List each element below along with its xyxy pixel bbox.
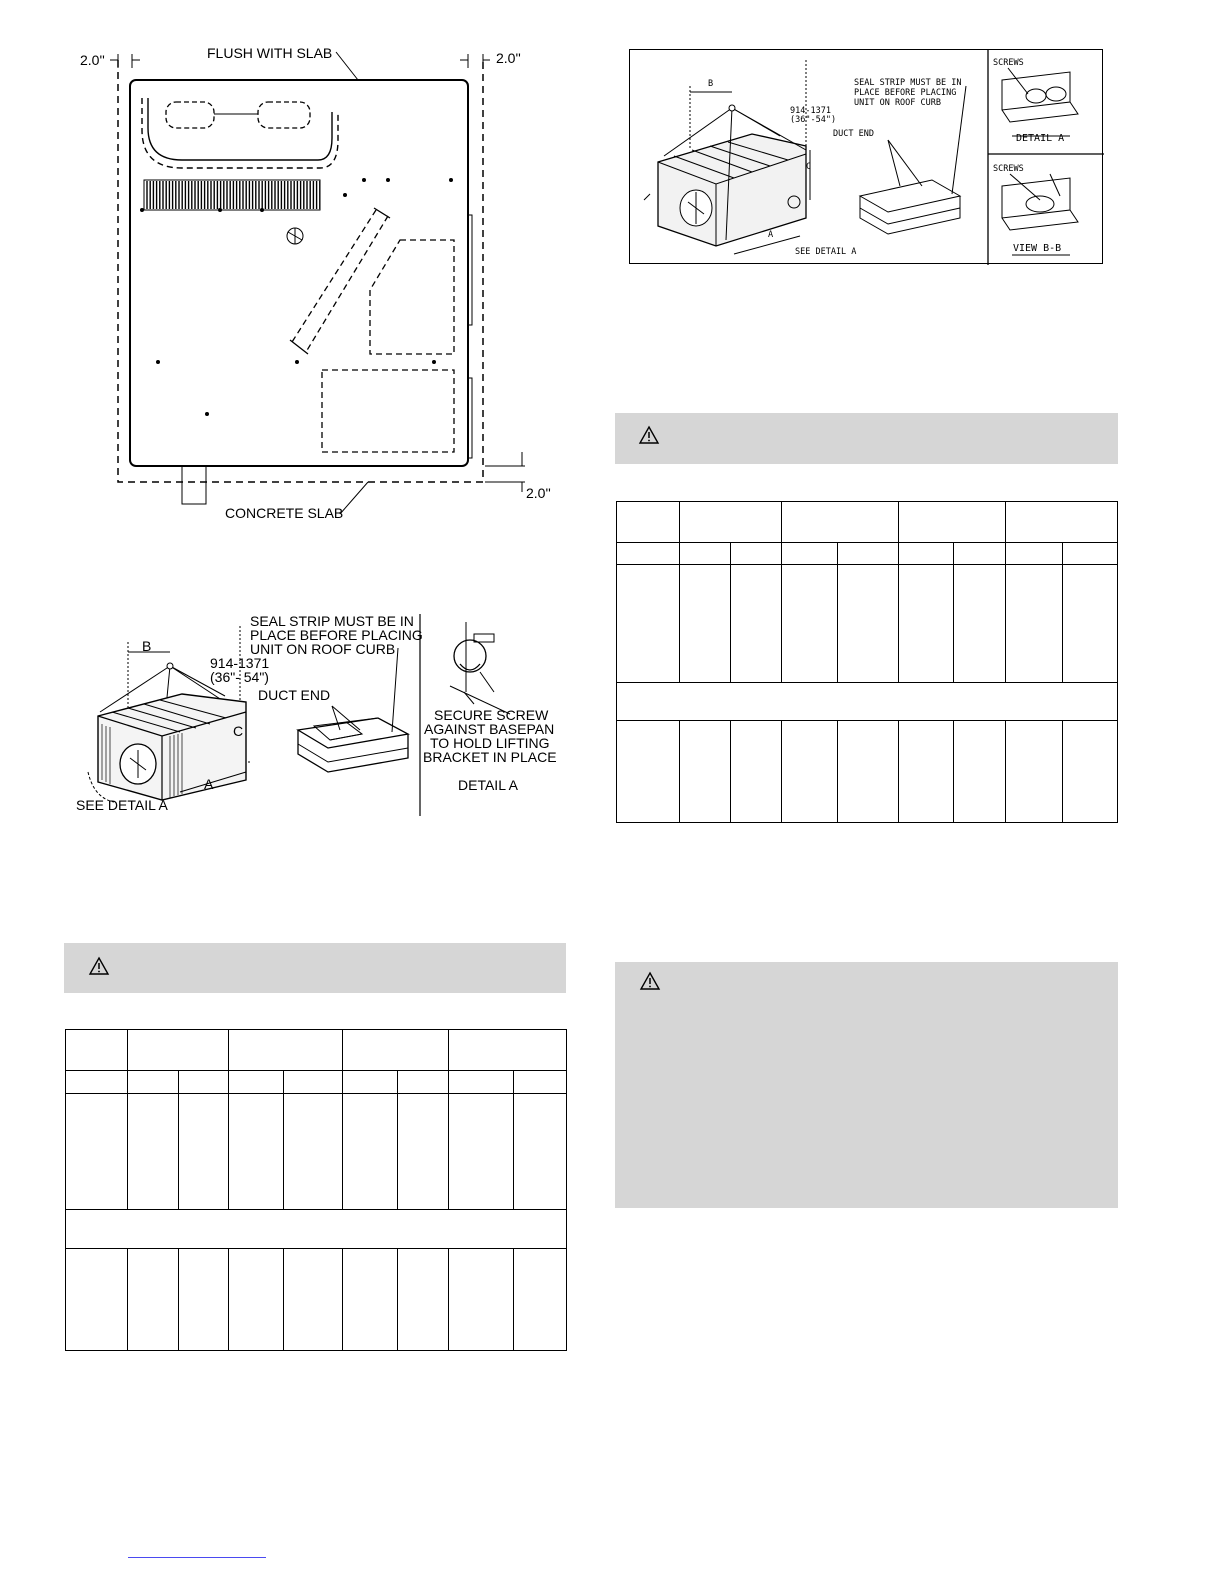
dim-bottom-label: 2.0''	[526, 485, 551, 501]
table-row	[617, 721, 1118, 823]
rig-left-secure-screw-3: TO HOLD LIFTING	[430, 735, 550, 751]
rig-left-seal-strip-1: SEAL STRIP MUST BE IN	[250, 613, 414, 629]
rig-right-view-bb: VIEW B-B	[1013, 243, 1062, 254]
rig-left-detail-title: DETAIL A	[458, 777, 518, 793]
concrete-slab-label: CONCRETE SLAB	[225, 505, 344, 521]
rig-left-cable-in: (36"- 54")	[210, 669, 269, 685]
rig-left-dim-c: C	[233, 723, 244, 739]
rig-right-cable-mm: 914-1371	[790, 106, 831, 116]
warning-icon	[89, 957, 109, 975]
table-row	[66, 1094, 567, 1210]
rigging-weights-table-left	[65, 1029, 567, 1351]
warning-box-right-bottom	[615, 962, 1118, 1208]
rig-left-seal-strip-2: PLACE BEFORE PLACING	[250, 627, 423, 643]
rigging-diagram-right	[629, 49, 1103, 264]
rig-right-dim-b: B	[708, 79, 714, 89]
warning-icon	[639, 426, 659, 444]
slab-diagram-drawing	[70, 40, 570, 530]
table-row	[617, 565, 1118, 683]
rig-right-cable-in: (36"-54")	[790, 115, 837, 125]
flush-with-slab-label: FLUSH WITH SLAB	[207, 45, 333, 61]
rig-right-screws-b: SCREWS	[993, 164, 1024, 174]
table-header-row	[617, 502, 1118, 543]
dim-right-label: 2.0''	[496, 50, 521, 66]
rigging-weights-table-right	[616, 501, 1118, 823]
table-header-row	[66, 1030, 567, 1071]
rig-right-seal-strip-2: PLACE BEFORE PLACING	[854, 88, 957, 98]
table-row	[66, 1249, 567, 1351]
rig-left-secure-screw-4: BRACKET IN PLACE	[423, 749, 557, 765]
rig-right-dim-a: A	[768, 230, 774, 240]
rig-left-secure-screw-1: SECURE SCREW	[434, 707, 549, 723]
rig-left-dim-b: B	[142, 638, 152, 654]
rig-right-seal-strip-1: SEAL STRIP MUST BE IN	[854, 78, 962, 88]
dim-left-label: 2.0''	[80, 52, 105, 68]
slab-mounting-diagram	[70, 40, 570, 530]
rig-left-duct-end: DUCT END	[258, 687, 331, 703]
footnote-link-underline[interactable]	[128, 1557, 266, 1558]
rig-left-cable-mm: 914-1371	[210, 655, 270, 671]
rig-left-dim-a: A	[204, 776, 214, 792]
table-section-row	[66, 1210, 567, 1249]
rig-right-duct-end: DUCT END	[833, 129, 874, 139]
warning-box-right-top	[615, 413, 1118, 464]
warning-box-left	[64, 943, 566, 993]
rig-left-see-detail: SEE DETAIL A	[76, 797, 168, 813]
rig-right-seal-strip-3: UNIT ON ROOF CURB	[854, 98, 941, 108]
rig-right-dim-c: C	[806, 162, 812, 172]
table-subheader-row	[66, 1071, 567, 1094]
rig-left-secure-screw-2: AGAINST BASEPAN	[424, 721, 555, 737]
rig-right-screws-a: SCREWS	[993, 58, 1024, 68]
table-section-row	[617, 683, 1118, 721]
coil-hatch	[144, 180, 320, 210]
rig-right-detail-a: DETAIL A	[1016, 133, 1065, 144]
warning-icon	[640, 972, 660, 990]
rig-right-see-detail: SEE DETAIL A	[795, 247, 857, 257]
rigging-diagram-left	[70, 612, 570, 818]
rig-left-seal-strip-3: UNIT ON ROOF CURB	[250, 641, 396, 657]
table-subheader-row	[617, 543, 1118, 565]
